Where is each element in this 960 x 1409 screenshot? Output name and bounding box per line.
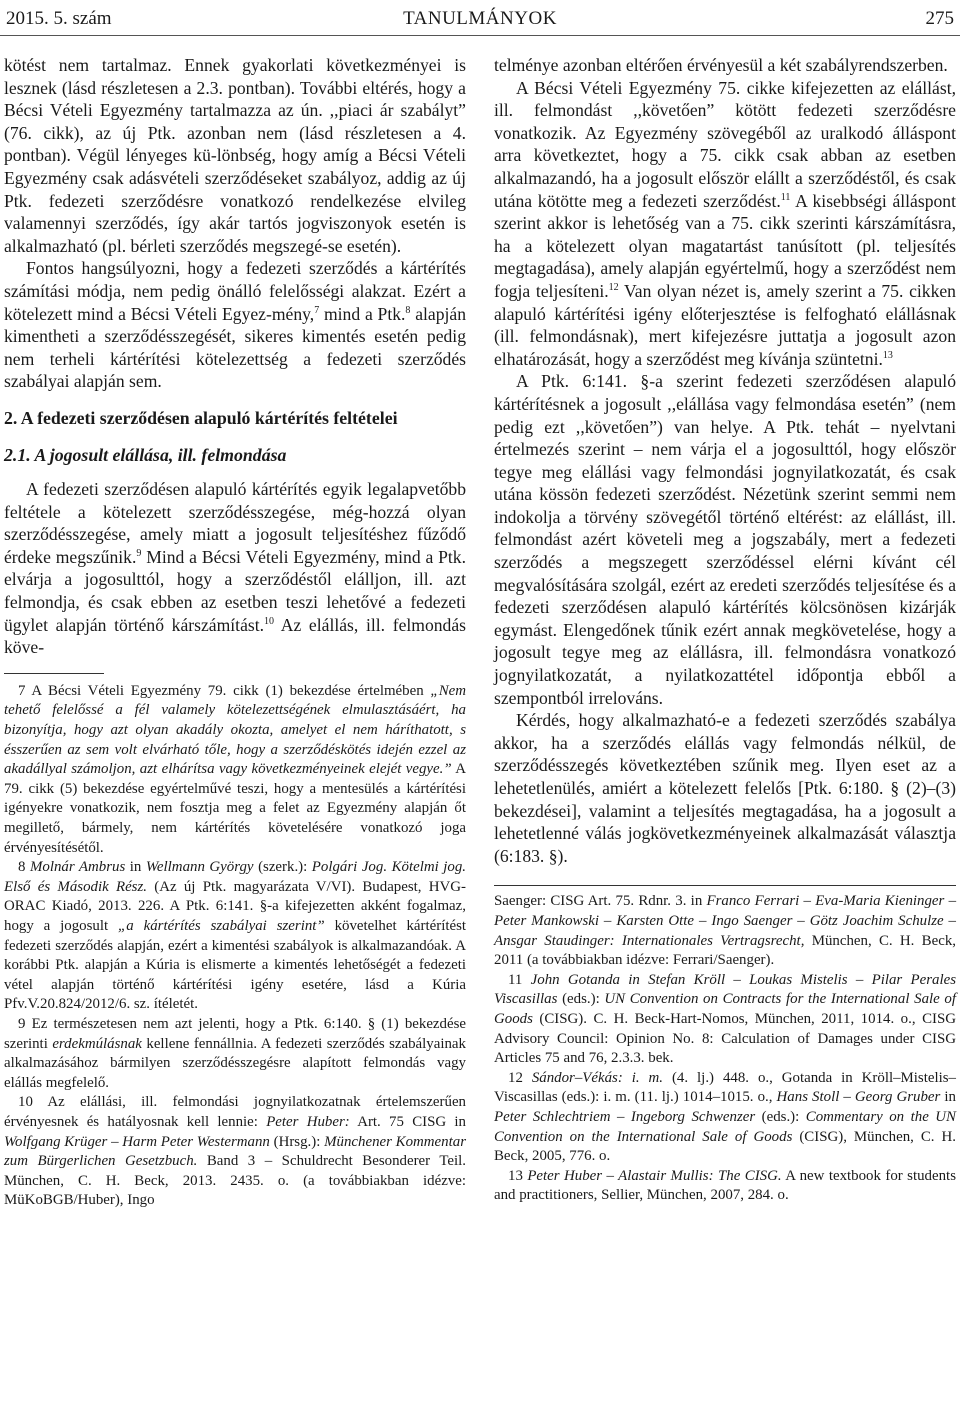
paragraph: Kérdés, hogy alkalmazható-e a fedezeti szerződés szabálya akkor, ha a szerződés elállás vagy felmondás nélkül, de szerződésszegés következtében szűnik meg. Ilyen eset az a lehetetlenülés, amiért a kötelezett felelős [Ptk. 6:180. § (2)–(3) bekezdései], valamint a teljesítés megtagadása, ha a jogosult a lehetetlenné válás jogkövetkezményeinek alkalmazását választja (6:183. §). xyxy=(494,710,956,866)
page-header xyxy=(0,6,960,36)
footnote-ref: 10 xyxy=(264,615,275,627)
section-label: TANULMÁNYOK xyxy=(403,8,557,29)
footnote-ref: 8 xyxy=(405,304,411,316)
footnote-divider xyxy=(4,673,104,674)
footnote-ref: 13 xyxy=(882,349,893,361)
page-number: 275 xyxy=(925,8,954,29)
footnote: 12 Sándor–Vékás: i. m. (4. lj.) 448. o., Gotanda in Kröll–Mistelis–Viscasillas (eds.): i. m. (11. lj.) 1014–1015. o., Hans Stoll – Georg Gruber in Peter Schlechtriem – Ingeborg Schwenzer (eds.): Commentary on the UN Convention on the International Sale of Goods (CISG), München, C. H. Beck, 2005, 776. o. xyxy=(494,1069,956,1165)
right-column xyxy=(494,54,956,1206)
paragraph: A Bécsi Vételi Egyezmény 75. cikke kifejezetten az elállást, ill. felmondást ,,követően” kötött fedezeti szerződésre vonatkozik. Az Egyezmény szövegéből az uralkodó álláspont arra következtet, hogy a 75. cikk csak abban az esetben alkalmazandó, ha a jogosult először elállt a szerződéstől, és csak utána kötötte meg a fedezeti szerződést.$^{11}$ A kisebbségi álláspont szerint akkor is lehetőség van a 75. cikk szerinti kárszámításra, ha a kötelezett olyan magatartást tanúsított (pl. teljesítés megtagadása), amely alapján egyértelmű, hogy a szerződést nem fogja teljesíteni.$^{12}$ Van olyan nézet is, amely szerint a 75. cikken alapuló kártérítési igény előterjesztése is felfogható elállásnak (ill. felmondásnak), mert kifejezésre juttatja a jogosult azon elhatározását, hogy a szerződést meg kívánja szüntetni.$^{13}$ xyxy=(494,77,956,369)
left-column xyxy=(4,54,466,1211)
paragraph: telménye azonban eltérően érvényesül a két szabályrendszerben. xyxy=(494,55,948,75)
footnote-divider xyxy=(494,885,956,886)
footnote: 10 Az elállási, ill. felmondási jognyilatkozatnak értelemszerűen érvényesnek és hatályosnak kell lennie: Peter Huber: Art. 75 CISG in Wolfgang Krüger – Harm Peter Westermann (Hrsg.): Münchener Kommentar zum Bürgerlichen Gesetzbuch. Band 3 – Schuldrecht Besonderer Teil. München, C. H. Beck, 2013. 2435. o. (a továbbiakban idézve: MüKoBGB/Huber), Ingo xyxy=(4,1094,466,1209)
footnote-continuation: Saenger: CISG Art. 75. Rdnr. 3. in Franco Ferrari – Eva-Maria Kieninger – Peter Mankowski – Karsten Otte – Ingo Saenger – Götz Joachim Schulze – Ansgar Staudinger: Internationales Vertragsrecht, München, C. H. Beck, 2011 (a továbbiakban idézve: Ferrari/Saenger). xyxy=(494,893,957,969)
subsection-heading: 2.1. A jogosult elállása, ill. felmondása xyxy=(4,444,287,465)
footnote: 7 A Bécsi Vételi Egyezmény 79. cikk (1) bekezdése értelmében „Nem tehető felelőssé a fél valamely kötelezettségének elmulasztásáért, ha bizonyítja, hogy azt olyan akadály okozta, amelyet el nem háríthatott, s ésszerűen az sem volt elvárható tőle, hogy a szerződéskötés idején ezzel az akadállyal számoljon, azt elhárítsa vagy következményeinek elejét vegye.” A 79. cikk (5) bekezdése egyértelművé teszi, hogy a mentesülés a kártérítési igényekre vonatkozik, nem fosztja meg a felet az Egyezmény alapján őt megillető, bármely, nem kártérítés követelésére vonatkozó joga érvényesítésétől. xyxy=(4,682,466,856)
footnote: 9 Ez természetesen nem azt jelenti, hogy a Ptk. 6:140. § (1) bekezdése szerinti erdekmúlásnak kellene fennállnia. A fedezeti szerződés szabályainak alkalmazásához bármilyen szerződésszegésre alapított felmondás vagy elállás megfelelő. xyxy=(4,1015,466,1091)
paragraph: kötést nem tartalmaz. Ennek gyakorlati következményei is lesznek (lásd részletesen a 2.3. pontban). További eltérés, hogy a Bécsi Vételi Egyezmény tartalmazza az ún. ,,piaci ár szabályt” (76. cikk), az új Ptk. azonban nem (lásd részletesen a 4. pontban). Végül lényeges kü-lönbség, hogy amíg a Bécsi Vételi Egyezmény csak adásvételi szerződéseket szabályoz, addig az új Ptk. fedezeti szerződésre vonatkozó rendelkezése elvileg valamennyi szerződés, így akár tartós jogviszonyok esetén is alkalmazható (pl. bérleti szerződés megszegé-se esetén). xyxy=(4,55,466,256)
section-heading: 2. A fedezeti szerződésen alapuló kártérítés feltételei xyxy=(4,407,398,428)
footnote-ref: 9 xyxy=(136,548,142,560)
paragraph: Fontos hangsúlyozni, hogy a fedezeti szerződés a kártérítés számítási módja, nem pedig önálló felelősségi alakzat. Ezért a kötelezett mind a Bécsi Vételi Egyez-mény,$^7$ mind a Ptk.$^8$ alapján kimentheti a szerződésszegését, sikeres kimentés esetén pedig nem terheli kártérítési kötelezettség a fedezeti szerződés szabályai alapján sem. xyxy=(4,258,466,392)
footnote: 13 Peter Huber – Alastair Mullis: The CISG. A new textbook for students and practitioners, Sellier, München, 2007, 284. o. xyxy=(494,1167,956,1204)
footnote-ref: 11 xyxy=(780,191,791,203)
paragraph: A fedezeti szerződésen alapuló kártérítés egyik legalapvetőbb feltétele a kötelezett szerződésszegése, még-hozzá olyan szerződésszegése, amely miatt a jogosult teljesítéshez fűződő érdeke megszűnik.$^9$ Mind a Bécsi Vételi Egyezmény, mind a Ptk. elvárja a jogosulttól, hogy a szerződéstől elálljon, ill. azt felmondja, és csak ebben az esetben teszi lehetővé a fedezeti ügylet alapján történő kárszámítást.$^{10}$ Az elállás, ill. felmondás köve- xyxy=(4,479,466,658)
footnote-ref: 7 xyxy=(314,304,320,316)
footnote: 8 Molnár Ambrus in Wellmann György (szerk.): Polgári Jog. Kötelmi jog. Első és Második Rész. (Az új Ptk. magyarázata V/VI). Budapest, HVG-ORAC Kiadó, 2013. 226. A Ptk. 6:141. §-a kifejezetten akként fogalmaz, hogy a jogosult „a kártérítés szabályai szerint” követelhet kártérítést fedezeti szerződés alapján, ezért a kimentési szabályok is alkalmazandóak. A korábbi Ptk. alapján a Kúria is elismerte a kimentés lehetőségét a fedezeti vétel alapján történő kártérítési igény esetére, lásd a Kúria Pfv.V.20.824/2012/6. sz. ítéletét. xyxy=(4,859,467,1013)
footnote-ref: 12 xyxy=(608,282,619,294)
footnote: 11 John Gotanda in Stefan Kröll – Loukas Mistelis – Pilar Perales Viscasillas (eds.): UN Convention on Contracts for the International Sale of Goods (CISG). C. H. Beck-Hart-Nomos, München, 2011, 1014. o., CISG Advisory Council: Opinion No. 8: Calculation of Damages under CISG Articles 75 and 76, 2.3.3. bek. xyxy=(494,971,956,1067)
paragraph: A Ptk. 6:141. §-a szerint fedezeti szerződésen alapuló kártérítésnek a jogosult ,,elállása vagy felmondása esetén” (nem pedig ezt ,,követően”) van helye. A Ptk. tehát – nyelvtani értelmezés szerint – nem várja el a jogosulttól, hogy először tegye meg elállási vagy felmondási jognyilatkozatát, és csak utána kössön fedezeti szerződést. Nézetünk szerint semmi nem indokolja a törvény szövegétől történő eltérést: az elállást, ill. felmondást azért követeli meg a jogszabály, mert a fedezeti szerződés a megszegett szerződéssel elérni kívánt cél megvalósítására szolgál, ezért az eredeti szerződés teljesítése és a fedezeti szerződésen alapuló kártérítés kölcsönösen kizárják egymást. Elengedőnek tűnik ezért annak megkövetelése, hogy a jogosult tegye meg az elállásra, ill. felmondásra vonatkozó jognyilatkozatát, a nyilatkozattétel időpontja ebből a szempontból irrelováns. xyxy=(494,371,956,708)
issue-label: 2015. 5. szám xyxy=(6,8,112,29)
